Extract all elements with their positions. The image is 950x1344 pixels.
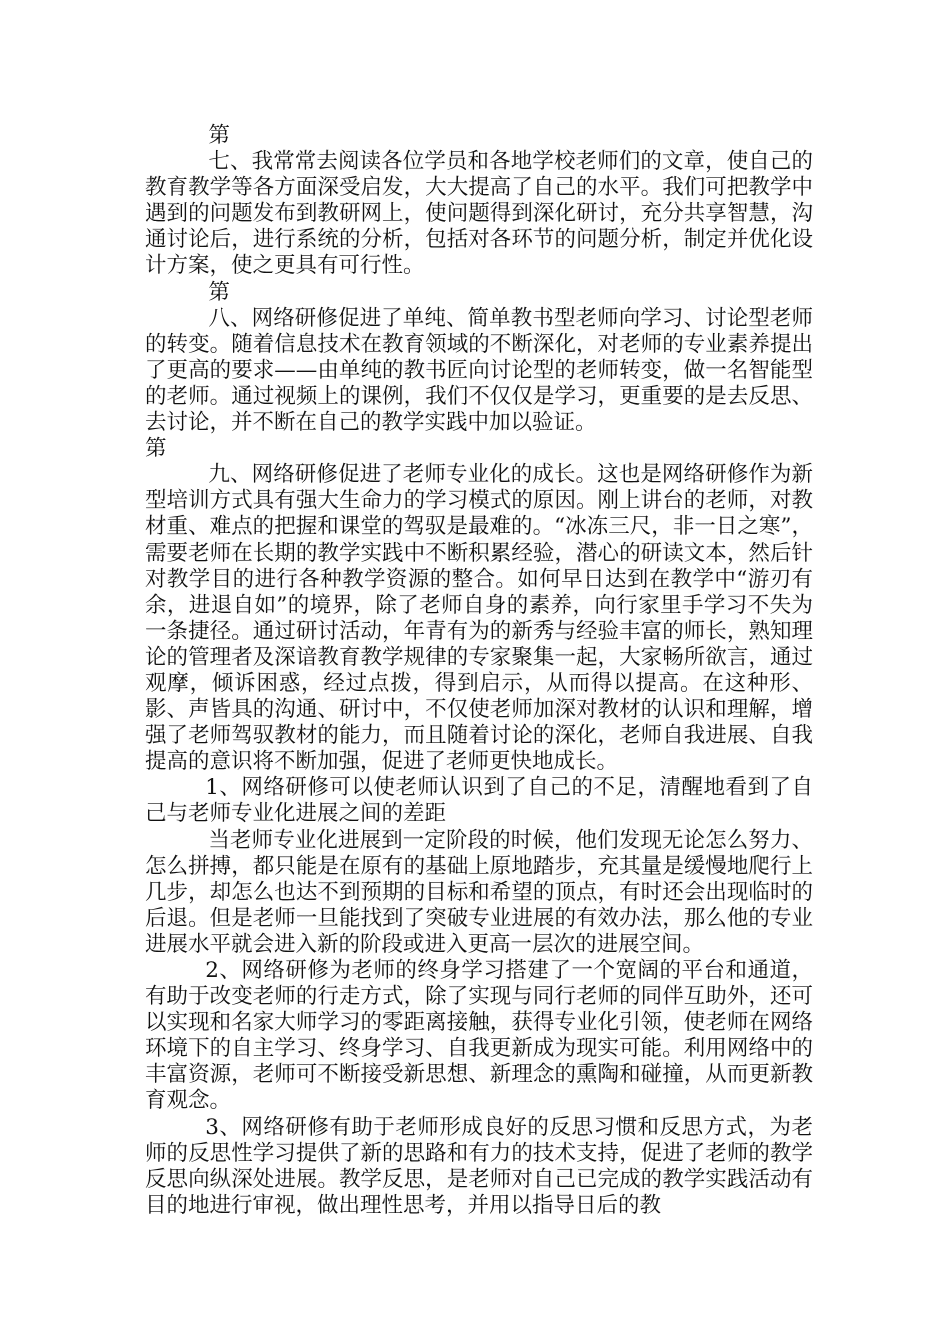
section-marker-9: 第 <box>145 436 167 462</box>
paragraph-9-item-1-body: 当老师专业化进展到一定阶段的时候，他们发现无论怎么努力、怎么拼搏，都只能是在原有的基础上原地踏步，充其量是缓慢地爬行上几步，却怎么也达不到预期的目标和希望的顶点，有时还会出现临时的后退。但是老师一旦能找到了突破专业进展的有效办法，那么他的专业进展水平就会进入新的阶段或进入更高一层次的进展空间。 <box>145 827 813 957</box>
paragraph-9: 九、网络研修促进了老师专业化的成长。这也是网络研修作为新型培训方式具有强大生命力的学习模式的原因。刚上讲台的老师，对教材重、难点的把握和课堂的驾驭是最难的。“冰冻三尺，非一日之寒”，需要老师在长期的教学实践中不断积累经验，潜心的研读文本，然后针对教学目的进行各种教学资源的整合。如何早日达到在教学中“游刃有余，进退自如”的境界，除了老师自身的素养，向行家里手学习不失为一条捷径。通过研讨活动，年青有为的新秀与经验丰富的师长，熟知理论的管理者及深谙教育教学规律的专家聚集一起，大家畅所欲言，通过观摩，倾诉困惑，经过点拨，得到启示，从而得以提高。在这种形、影、声皆具的沟通、研讨中，不仅使老师加深对教材的认识和理解，增强了老师驾驭教材的能力，而且随着讨论的深化，老师自我进展、自我提高的意识将不断加强，促进了老师更快地成长。 <box>145 462 813 775</box>
document-body <box>145 123 813 1219</box>
paragraph-9-item-3: 3、网络研修有助于老师形成良好的反思习惯和反思方式，为老师的反思性学习提供了新的思路和有力的技术支持，促进了老师的教学反思向纵深处进展。教学反思，是老师对自己已完成的教学实践活动有目的地进行审视，做出理性思考，并用以指导日后的教 <box>145 1114 813 1218</box>
paragraph-9-item-2: 2、网络研修为老师的终身学习搭建了一个宽阔的平台和通道，有助于改变老师的行走方式，除了实现与同行老师的同伴互助外，还可以实现和名家大师学习的零距离接触，获得专业化引领，使老师在网络环境下的自主学习、终身学习、自我更新成为现实可能。利用网络中的丰富资源，老师可不断接受新思想、新理念的熏陶和碰撞，从而更新教育观念。 <box>145 958 813 1114</box>
paragraph-8: 八、网络研修促进了单纯、简单教书型老师向学习、讨论型老师的转变。随着信息技术在教育领域的不断深化，对老师的专业素养提出了更高的要求——由单纯的教书匠向讨论型的老师转变，做一名智能型的老师。通过视频上的课例，我们不仅仅是学习，更重要的是去反思、去讨论，并不断在自己的教学实践中加以验证。 <box>145 305 813 436</box>
paragraph-9-item-1: 1、网络研修可以使老师认识到了自己的不足，清醒地看到了自己与老师专业化进展之间的差距 <box>145 775 813 827</box>
section-marker-8: 第 <box>208 279 230 305</box>
section-marker-7: 第 <box>208 123 230 148</box>
paragraph-7: 七、我常常去阅读各位学员和各地学校老师们的文章，使自己的教育教学等各方面深受启发，大大提高了自己的水平。我们可把教学中遇到的问题发布到教研网上，使问题得到深化研讨，充分共享智慧，沟通讨论后，进行系统的分析，包括对各环节的问题分析，制定并优化设计方案，使之更具有可行性。 <box>145 149 813 279</box>
